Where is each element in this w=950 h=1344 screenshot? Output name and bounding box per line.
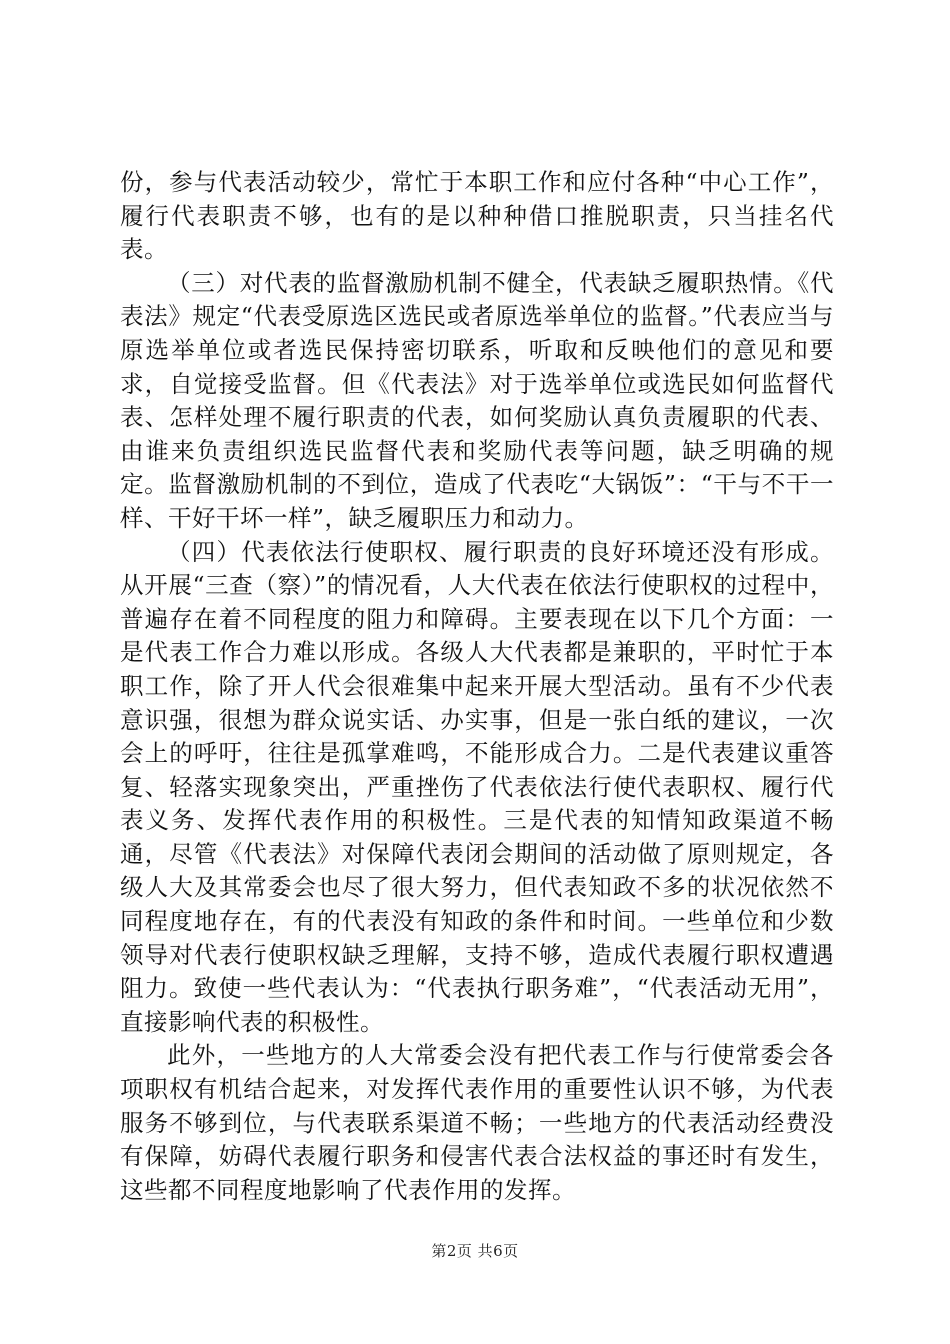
document-body [120, 166, 834, 1207]
paragraph: （三）对代表的监督激励机制不健全，代表缺乏履职热情。《代表法》规定“代表受原选区选民或者原选举单位的监督。”代表应当与原选举单位或者选民保持密切联系，听取和反映他们的意见和要求，自觉接受监督。但《代表法》对于选举单位或选民如何监督代表、怎样处理不履行职责的代表，如何奖励认真负责履职的代表、由谁来负责组织选民监督代表和奖励代表等问题，缺乏明确的规定。监督激励机制的不到位，造成了代表吃“大锅饭”：“干与不干一样、干好干坏一样”，缺乏履职压力和动力。 [120, 268, 834, 532]
paragraph: （四）代表依法行使职权、履行职责的良好环境还没有形成。从开展“三查（察）”的情况看，人大代表在依法行使职权的过程中，普遍存在着不同程度的阻力和障碍。主要表现在以下几个方面：一是代表工作合力难以形成。各级人大代表都是兼职的，平时忙于本职工作，除了开人代会很难集中起来开展大型活动。虽有不少代表意识强，很想为群众说实话、办实事，但是一张白纸的建议，一次会上的呼吁，往往是孤掌难鸣，不能形成合力。二是代表建议重答复、轻落实现象突出，严重挫伤了代表依法行使代表职权、履行代表义务、发挥代表作用的积极性。三是代表的知情知政渠道不畅通，尽管《代表法》对保障代表闭会期间的活动做了原则规定，各级人大及其常委会也尽了很大努力，但代表知政不多的状况依然不同程度地存在，有的代表没有知政的条件和时间。一些单位和少数领导对代表行使职权缺乏理解，支持不够，造成代表履行职权遭遇阻力。致使一些代表认为：“代表执行职务难”，“代表活动无用”，直接影响代表的积极性。 [120, 537, 834, 1036]
paragraph: 份，参与代表活动较少，常忙于本职工作和应付各种“中心工作”，履行代表职责不够，也有的是以种种借口推脱职责，只当挂名代表。 [120, 168, 834, 264]
page-number-footer: 第2页 共6页 [431, 1242, 519, 1260]
paragraph: 此外，一些地方的人大常委会没有把代表工作与行使常委会各项职权有机结合起来，对发挥代表作用的重要性认识不够，为代表服务不够到位，与代表联系渠道不畅；一些地方的代表活动经费没有保障，妨碍代表履行职务和侵害代表合法权益的事还时有发生，这些都不同程度地影响了代表作用的发挥。 [120, 1041, 834, 1204]
